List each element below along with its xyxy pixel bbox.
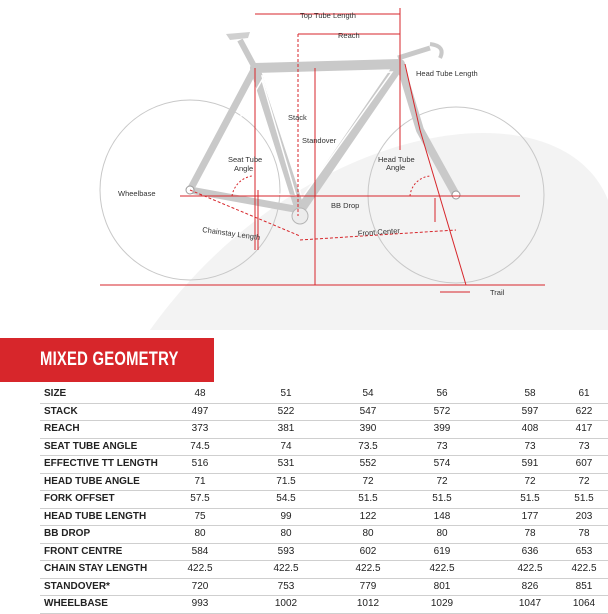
row-label: HEAD TUBE LENGTH	[44, 510, 147, 522]
table-cell: 753	[277, 580, 295, 592]
table-cell: 78	[578, 528, 590, 539]
table-row	[40, 491, 608, 509]
row-label: STACK	[44, 405, 78, 417]
label-reach: Reach	[338, 31, 360, 40]
table-cell: 80	[362, 528, 374, 539]
table-cell: 574	[433, 458, 451, 469]
table-cell: 78	[524, 528, 536, 539]
row-label: BB DROP	[44, 528, 91, 539]
table-cell: 73	[436, 440, 448, 452]
row-label: STANDOVER*	[44, 580, 110, 592]
table-row	[40, 386, 608, 404]
label-top-tube-length: Top Tube Length	[300, 11, 356, 20]
table-cell: 48	[194, 388, 206, 399]
mixed-geometry-banner	[0, 338, 214, 382]
label-wheelbase: Wheelbase	[118, 189, 156, 198]
table-row	[40, 561, 608, 579]
table-cell: 80	[280, 528, 292, 539]
table-cell: 56	[436, 388, 448, 399]
table-cell: 51.5	[574, 493, 594, 504]
table-cell: 593	[277, 545, 295, 557]
table-cell: 622	[575, 405, 593, 417]
table-cell: 422.5	[187, 563, 213, 574]
table-cell: 619	[433, 545, 451, 557]
table-cell: 71	[194, 475, 206, 487]
table-cell: 417	[575, 423, 593, 434]
saddle	[226, 32, 250, 40]
table-cell: 572	[433, 405, 451, 417]
label-trail: Trail	[490, 288, 505, 297]
table-row	[40, 596, 608, 614]
table-row	[40, 439, 608, 457]
table-cell: 74	[280, 440, 292, 452]
table-cell: 51.5	[432, 493, 452, 504]
table-cell: 1047	[518, 598, 542, 609]
table-cell: 597	[521, 405, 539, 417]
table-cell: 61	[578, 388, 590, 399]
row-label: REACH	[44, 423, 80, 434]
label-chainstay-length: Chainstay Length	[201, 225, 261, 243]
row-label: FRONT CENTRE	[44, 545, 123, 557]
seat-tube-angle-arc	[232, 176, 252, 196]
table-cell: 54	[362, 388, 374, 399]
table-cell: 1029	[430, 598, 454, 609]
table-cell: 54.5	[276, 493, 296, 504]
label-front-center: Front Center	[357, 226, 401, 238]
table-cell: 57.5	[190, 493, 210, 504]
table-cell: 636	[521, 545, 539, 557]
row-label: CHAIN STAY LENGTH	[44, 563, 148, 574]
table-cell: 80	[436, 528, 448, 539]
table-cell: 203	[575, 510, 593, 522]
label-bb-drop: BB Drop	[331, 201, 360, 210]
table-cell: 177	[521, 510, 539, 522]
row-label: SIZE	[44, 388, 67, 399]
label-seat-tube-angle-2: Angle	[234, 164, 254, 173]
table-row	[40, 474, 608, 492]
table-cell: 826	[521, 580, 539, 592]
label-stack: Stack	[288, 113, 307, 122]
row-label: WHEELBASE	[44, 598, 108, 609]
table-cell: 1064	[572, 598, 596, 609]
table-cell: 422.5	[429, 563, 455, 574]
table-cell: 148	[433, 510, 451, 522]
banner-title: MIXED GEOMETRY	[40, 349, 179, 370]
table-cell: 73	[524, 440, 536, 452]
table-row	[40, 579, 608, 597]
table-cell: 73.5	[358, 440, 378, 452]
row-label: EFFECTIVE TT LENGTH	[44, 458, 158, 469]
table-cell: 497	[191, 405, 209, 417]
table-row	[40, 404, 608, 422]
table-cell: 779	[359, 580, 377, 592]
label-head-tube-angle-1: Head Tube	[378, 155, 415, 164]
table-row	[40, 456, 608, 474]
table-cell: 516	[191, 458, 209, 469]
geometry-table	[40, 386, 608, 614]
table-cell: 71.5	[276, 475, 296, 487]
handlebar	[430, 44, 442, 58]
label-standover: Standover	[302, 136, 337, 145]
front-axle	[452, 191, 460, 199]
table-cell: 584	[191, 545, 209, 557]
table-cell: 51.5	[520, 493, 540, 504]
row-label: SEAT TUBE ANGLE	[44, 440, 138, 452]
table-cell: 72	[436, 475, 448, 487]
label-head-tube-length: Head Tube Length	[416, 69, 478, 78]
table-cell: 75	[194, 510, 206, 522]
table-cell: 399	[433, 423, 451, 434]
table-cell: 390	[359, 423, 377, 434]
table-cell: 522	[277, 405, 295, 417]
table-cell: 72	[362, 475, 374, 487]
table-cell: 422.5	[571, 563, 597, 574]
table-cell: 80	[194, 528, 206, 539]
table-cell: 531	[277, 458, 295, 469]
table-cell: 72	[578, 475, 590, 487]
table-cell: 51.5	[358, 493, 378, 504]
table-cell: 422.5	[517, 563, 543, 574]
table-cell: 122	[359, 510, 377, 522]
table-cell: 547	[359, 405, 377, 417]
table-cell: 373	[191, 423, 209, 434]
table-row	[40, 421, 608, 439]
table-cell: 72	[524, 475, 536, 487]
table-cell: 602	[359, 545, 377, 557]
label-head-tube-angle-2: Angle	[386, 163, 406, 172]
table-cell: 720	[191, 580, 209, 592]
table-cell: 422.5	[355, 563, 381, 574]
table-cell: 74.5	[190, 440, 210, 452]
table-cell: 73	[578, 440, 590, 452]
table-cell: 851	[575, 580, 593, 592]
table-cell: 51	[280, 388, 292, 399]
table-cell: 801	[433, 580, 451, 592]
table-cell: 99	[280, 510, 292, 522]
table-cell: 1002	[274, 598, 298, 609]
row-label: FORK OFFSET	[44, 493, 115, 504]
table-cell: 591	[521, 458, 539, 469]
table-cell: 381	[277, 423, 295, 434]
bottom-bracket	[292, 208, 308, 224]
table-cell: 653	[575, 545, 593, 557]
table-cell: 993	[191, 598, 209, 609]
table-cell: 607	[575, 458, 593, 469]
table-row	[40, 526, 608, 544]
table-cell: 1012	[356, 598, 380, 609]
label-seat-tube-angle-1: Seat Tube	[228, 155, 263, 164]
table-cell: 552	[359, 458, 377, 469]
table-cell: 408	[521, 423, 539, 434]
table-row	[40, 509, 608, 527]
table-row	[40, 544, 608, 562]
table-cell: 58	[524, 388, 536, 399]
table-cell: 422.5	[273, 563, 299, 574]
row-label: HEAD TUBE ANGLE	[44, 475, 140, 487]
